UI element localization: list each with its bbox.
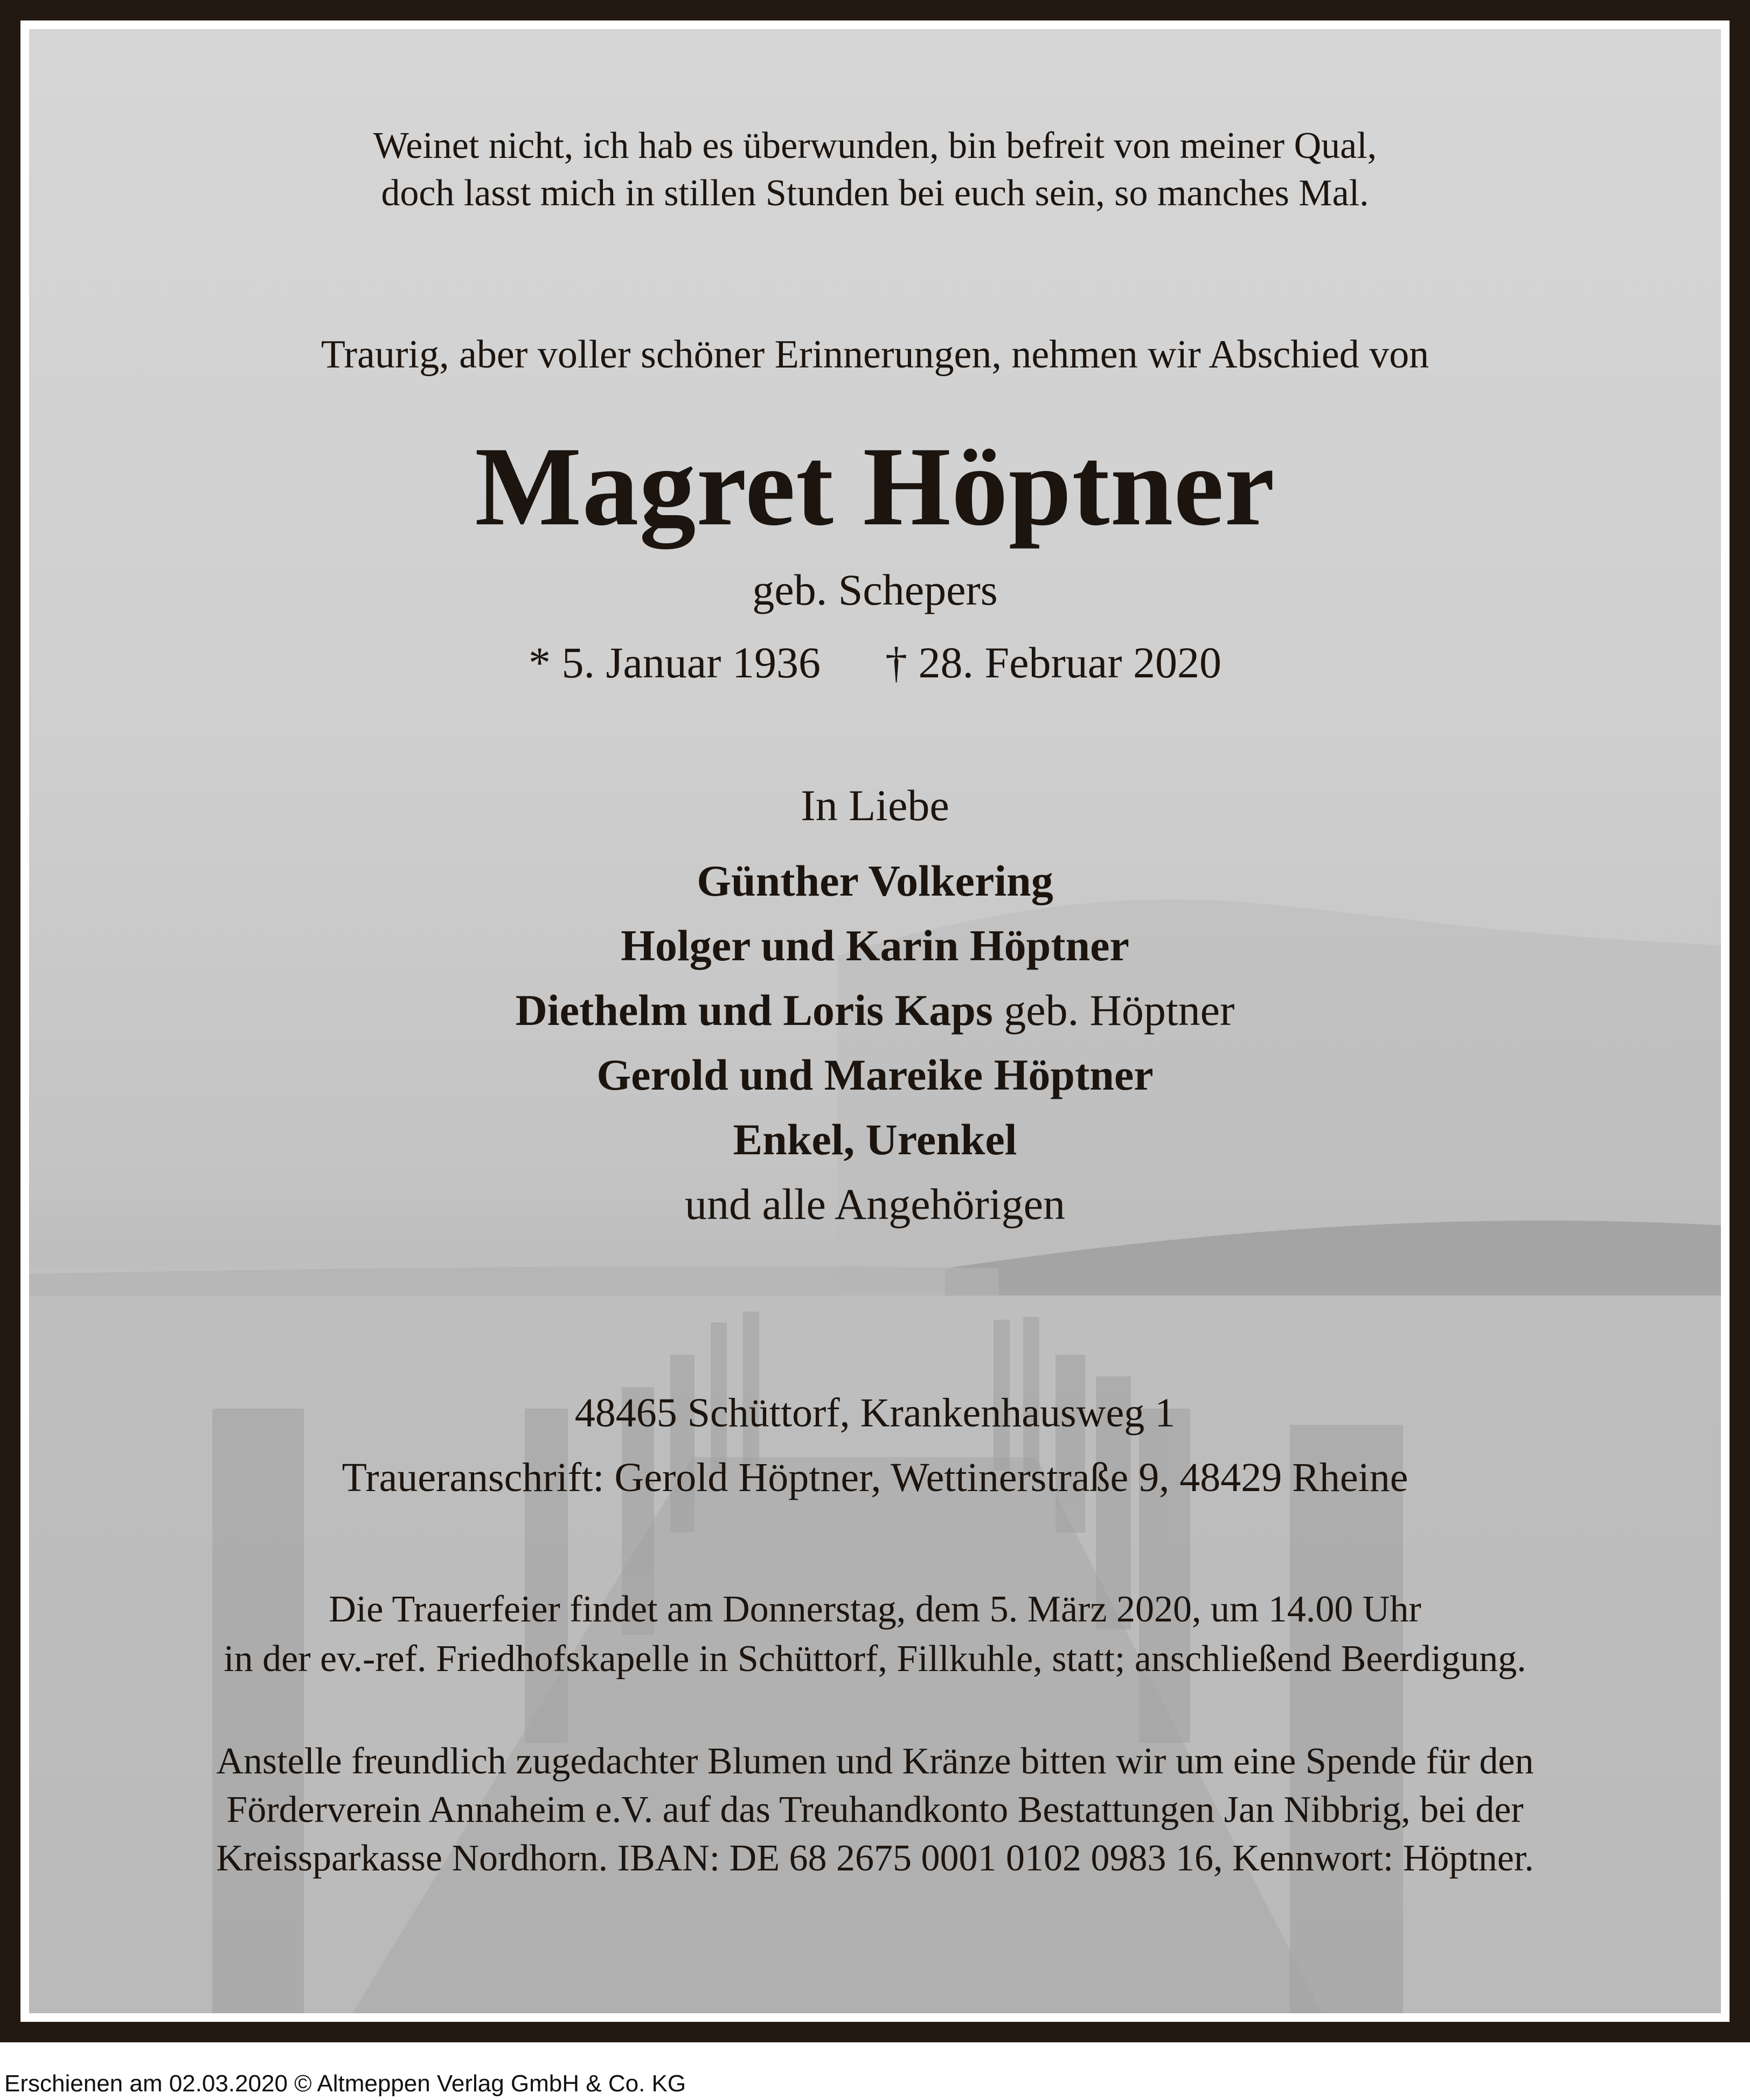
maiden-name: geb. Schepers: [752, 565, 998, 614]
obituary-panel: [29, 29, 1721, 2013]
death-date: † 28. Februar 2020: [885, 638, 1222, 687]
birth-date: * 5. Januar 1936: [528, 638, 821, 687]
publication-credit: Erschienen am 02.03.2020 © Altmeppen Verlag GmbH & Co. KG: [4, 2070, 686, 2097]
life-dates: [29, 638, 1721, 687]
donation-line-1: Anstelle freundlich zugedachter Blumen und Kränze bitten wir um eine Spende für den: [216, 1741, 1534, 1782]
mourner-line: [29, 1050, 1721, 1099]
mourner-name: Holger und Karin Höptner: [621, 921, 1129, 970]
mourner-name: Diethelm und Loris Kaps: [515, 986, 993, 1035]
poem-line-1: Weinet nicht, ich hab es überwunden, bin befreit von meiner Qual,: [373, 125, 1377, 167]
intro-text: Traurig, aber voller schöner Erinnerungen, nehmen wir Abschied von: [321, 332, 1429, 377]
in-love-label: In Liebe: [801, 781, 949, 830]
mourner-note: und alle Angehörigen: [685, 1180, 1065, 1229]
mourner-note: geb. Höptner: [992, 986, 1235, 1035]
mourner-line: [29, 986, 1721, 1035]
poem-line-2: doch lasst mich in stillen Stunden bei euch sein, so manches Mal.: [381, 172, 1369, 214]
donation-line-3: Kreissparkasse Nordhorn. IBAN: DE 68 2675 0001 0102 0983 16, Kennwort: Höptner.: [216, 1838, 1534, 1879]
mourner-line: [29, 921, 1721, 970]
mourner-line: [29, 856, 1721, 905]
ceremony-line-1: Die Trauerfeier findet am Donnerstag, dem 5. März 2020, um 14.00 Uhr: [329, 1589, 1421, 1630]
donation-line-2: Förderverein Annaheim e.V. auf das Treuhandkonto Bestattungen Jan Nibbrig, bei der: [226, 1789, 1524, 1831]
ceremony-line-2: in der ev.-ref. Friedhofskapelle in Schüttorf, Fillkuhle, statt; anschließend Beerdigung.: [224, 1638, 1526, 1680]
mourner-name: Enkel, Urenkel: [733, 1115, 1017, 1164]
mourner-line: [29, 1180, 1721, 1229]
deceased-name: Magret Höptner: [475, 424, 1275, 549]
mourner-line: [29, 1115, 1721, 1164]
address-line-1: 48465 Schüttorf, Krankenhausweg 1: [574, 1390, 1176, 1436]
mourner-name: Günther Volkering: [697, 856, 1053, 905]
mourner-name: Gerold und Mareike Höptner: [596, 1050, 1154, 1099]
address-line-2: Traueranschrift: Gerold Höptner, Wettinerstraße 9, 48429 Rheine: [342, 1455, 1408, 1500]
